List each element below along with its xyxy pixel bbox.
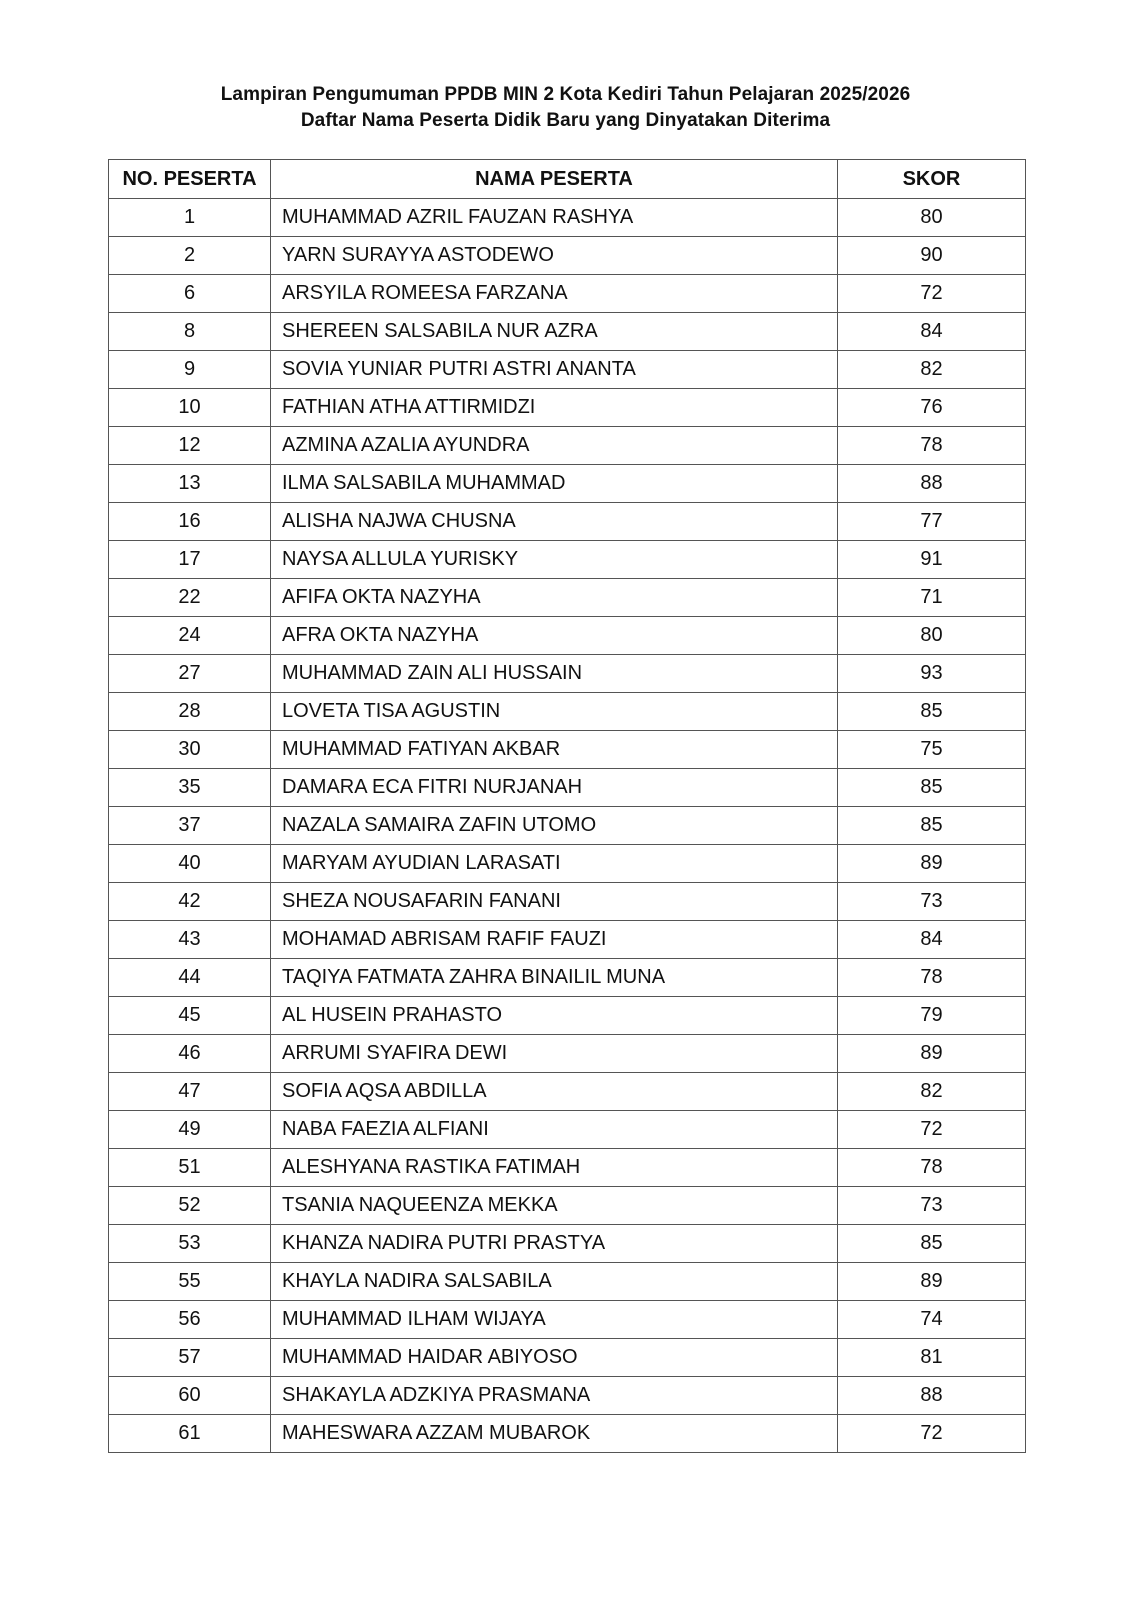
participant-name-cell: DAMARA ECA FITRI NURJANAH <box>271 769 838 807</box>
participant-name-cell: MUHAMMAD AZRIL FAUZAN RASHYA <box>271 199 838 237</box>
score-cell: 75 <box>838 731 1026 769</box>
participant-number-cell: 13 <box>109 465 271 503</box>
participant-number-cell: 10 <box>109 389 271 427</box>
participant-number-cell: 35 <box>109 769 271 807</box>
table-row <box>109 769 1026 807</box>
participant-number-cell: 16 <box>109 503 271 541</box>
score-cell: 71 <box>838 579 1026 617</box>
table-row <box>109 921 1026 959</box>
table-row <box>109 237 1026 275</box>
participant-number-cell: 12 <box>109 427 271 465</box>
score-cell: 88 <box>838 1377 1026 1415</box>
participant-number-cell: 24 <box>109 617 271 655</box>
score-cell: 80 <box>838 199 1026 237</box>
score-cell: 81 <box>838 1339 1026 1377</box>
score-cell: 73 <box>838 1187 1026 1225</box>
participant-name-cell: AZMINA AZALIA AYUNDRA <box>271 427 838 465</box>
document-header <box>0 82 1131 134</box>
table-row <box>109 427 1026 465</box>
table-row <box>109 1339 1026 1377</box>
participant-name-cell: AFIFA OKTA NAZYHA <box>271 579 838 617</box>
participant-name-cell: TAQIYA FATMATA ZAHRA BINAILIL MUNA <box>271 959 838 997</box>
table-row <box>109 807 1026 845</box>
table-row <box>109 959 1026 997</box>
table-row <box>109 1149 1026 1187</box>
score-cell: 84 <box>838 921 1026 959</box>
participant-name-cell: NAYSA ALLULA YURISKY <box>271 541 838 579</box>
column-header-no-peserta: NO. PESERTA <box>109 160 271 199</box>
table-row <box>109 351 1026 389</box>
participant-number-cell: 9 <box>109 351 271 389</box>
participant-name-cell: ARSYILA ROMEESA FARZANA <box>271 275 838 313</box>
participant-name-cell: SHEZA NOUSAFARIN FANANI <box>271 883 838 921</box>
participant-name-cell: ILMA SALSABILA MUHAMMAD <box>271 465 838 503</box>
participant-number-cell: 2 <box>109 237 271 275</box>
participant-name-cell: MUHAMMAD FATIYAN AKBAR <box>271 731 838 769</box>
participant-number-cell: 60 <box>109 1377 271 1415</box>
participant-number-cell: 46 <box>109 1035 271 1073</box>
table-header-row <box>109 160 1026 199</box>
score-cell: 93 <box>838 655 1026 693</box>
score-cell: 78 <box>838 427 1026 465</box>
score-cell: 73 <box>838 883 1026 921</box>
participant-name-cell: KHAYLA NADIRA SALSABILA <box>271 1263 838 1301</box>
participant-number-cell: 28 <box>109 693 271 731</box>
participant-name-cell: MUHAMMAD ILHAM WIJAYA <box>271 1301 838 1339</box>
table-row <box>109 579 1026 617</box>
participant-number-cell: 56 <box>109 1301 271 1339</box>
participant-name-cell: SOVIA YUNIAR PUTRI ASTRI ANANTA <box>271 351 838 389</box>
participant-name-cell: SHAKAYLA ADZKIYA PRASMANA <box>271 1377 838 1415</box>
participant-number-cell: 22 <box>109 579 271 617</box>
score-cell: 85 <box>838 807 1026 845</box>
table-row <box>109 1111 1026 1149</box>
table-row <box>109 655 1026 693</box>
table-row <box>109 1301 1026 1339</box>
participant-number-cell: 57 <box>109 1339 271 1377</box>
participant-number-cell: 37 <box>109 807 271 845</box>
table-row <box>109 1415 1026 1453</box>
participant-name-cell: TSANIA NAQUEENZA MEKKA <box>271 1187 838 1225</box>
score-cell: 76 <box>838 389 1026 427</box>
score-cell: 90 <box>838 237 1026 275</box>
participant-number-cell: 40 <box>109 845 271 883</box>
participant-number-cell: 51 <box>109 1149 271 1187</box>
participant-number-cell: 49 <box>109 1111 271 1149</box>
score-cell: 89 <box>838 845 1026 883</box>
table-row <box>109 845 1026 883</box>
table-row <box>109 389 1026 427</box>
score-cell: 89 <box>838 1035 1026 1073</box>
participant-number-cell: 30 <box>109 731 271 769</box>
score-cell: 82 <box>838 1073 1026 1111</box>
participant-name-cell: SOFIA AQSA ABDILLA <box>271 1073 838 1111</box>
table-row <box>109 313 1026 351</box>
participant-number-cell: 42 <box>109 883 271 921</box>
participant-number-cell: 17 <box>109 541 271 579</box>
table-row <box>109 1225 1026 1263</box>
score-cell: 80 <box>838 617 1026 655</box>
score-cell: 77 <box>838 503 1026 541</box>
participant-name-cell: MOHAMAD ABRISAM RAFIF FAUZI <box>271 921 838 959</box>
column-header-nama-peserta: NAMA PESERTA <box>271 160 838 199</box>
participant-name-cell: MUHAMMAD HAIDAR ABIYOSO <box>271 1339 838 1377</box>
score-cell: 85 <box>838 1225 1026 1263</box>
participant-name-cell: SHEREEN SALSABILA NUR AZRA <box>271 313 838 351</box>
table-header <box>109 160 1026 199</box>
accepted-students-table <box>108 159 1026 1453</box>
participant-number-cell: 47 <box>109 1073 271 1111</box>
participant-number-cell: 27 <box>109 655 271 693</box>
table-row <box>109 1035 1026 1073</box>
table-row <box>109 199 1026 237</box>
document-subtitle: Daftar Nama Peserta Didik Baru yang Dinyatakan Diterima <box>300 110 831 131</box>
participant-name-cell: ALESHYANA RASTIKA FATIMAH <box>271 1149 838 1187</box>
table-row <box>109 541 1026 579</box>
participant-number-cell: 45 <box>109 997 271 1035</box>
participant-number-cell: 8 <box>109 313 271 351</box>
table-row <box>109 883 1026 921</box>
table-row <box>109 1187 1026 1225</box>
column-header-skor: SKOR <box>838 160 1026 199</box>
table-row <box>109 275 1026 313</box>
table-body <box>109 199 1026 1453</box>
participant-name-cell: MAHESWARA AZZAM MUBAROK <box>271 1415 838 1453</box>
table-row <box>109 997 1026 1035</box>
participant-number-cell: 6 <box>109 275 271 313</box>
participant-name-cell: ALISHA NAJWA CHUSNA <box>271 503 838 541</box>
participant-name-cell: FATHIAN ATHA ATTIRMIDZI <box>271 389 838 427</box>
score-cell: 88 <box>838 465 1026 503</box>
participant-number-cell: 52 <box>109 1187 271 1225</box>
table-row <box>109 731 1026 769</box>
participant-name-cell: LOVETA TISA AGUSTIN <box>271 693 838 731</box>
table-row <box>109 465 1026 503</box>
score-cell: 72 <box>838 275 1026 313</box>
participant-name-cell: NABA FAEZIA ALFIANI <box>271 1111 838 1149</box>
score-cell: 85 <box>838 693 1026 731</box>
score-cell: 78 <box>838 959 1026 997</box>
participant-number-cell: 55 <box>109 1263 271 1301</box>
participant-number-cell: 53 <box>109 1225 271 1263</box>
participant-number-cell: 43 <box>109 921 271 959</box>
score-cell: 72 <box>838 1415 1026 1453</box>
participant-number-cell: 44 <box>109 959 271 997</box>
participant-name-cell: NAZALA SAMAIRA ZAFIN UTOMO <box>271 807 838 845</box>
score-cell: 91 <box>838 541 1026 579</box>
table-row <box>109 503 1026 541</box>
score-cell: 79 <box>838 997 1026 1035</box>
score-cell: 82 <box>838 351 1026 389</box>
participant-name-cell: KHANZA NADIRA PUTRI PRASTYA <box>271 1225 838 1263</box>
table-row <box>109 1263 1026 1301</box>
participant-name-cell: ARRUMI SYAFIRA DEWI <box>271 1035 838 1073</box>
score-cell: 89 <box>838 1263 1026 1301</box>
score-cell: 85 <box>838 769 1026 807</box>
score-cell: 72 <box>838 1111 1026 1149</box>
participant-number-cell: 61 <box>109 1415 271 1453</box>
score-cell: 84 <box>838 313 1026 351</box>
table-row <box>109 693 1026 731</box>
table-row <box>109 617 1026 655</box>
participant-number-cell: 1 <box>109 199 271 237</box>
participant-name-cell: YARN SURAYYA ASTODEWO <box>271 237 838 275</box>
participant-name-cell: MARYAM AYUDIAN LARASATI <box>271 845 838 883</box>
table-row <box>109 1073 1026 1111</box>
table-row <box>109 1377 1026 1415</box>
document-title: Lampiran Pengumuman PPDB MIN 2 Kota Kediri Tahun Pelajaran 2025/2026 <box>220 84 911 105</box>
score-cell: 74 <box>838 1301 1026 1339</box>
participant-name-cell: AFRA OKTA NAZYHA <box>271 617 838 655</box>
participant-name-cell: MUHAMMAD ZAIN ALI HUSSAIN <box>271 655 838 693</box>
score-cell: 78 <box>838 1149 1026 1187</box>
participant-name-cell: AL HUSEIN PRAHASTO <box>271 997 838 1035</box>
